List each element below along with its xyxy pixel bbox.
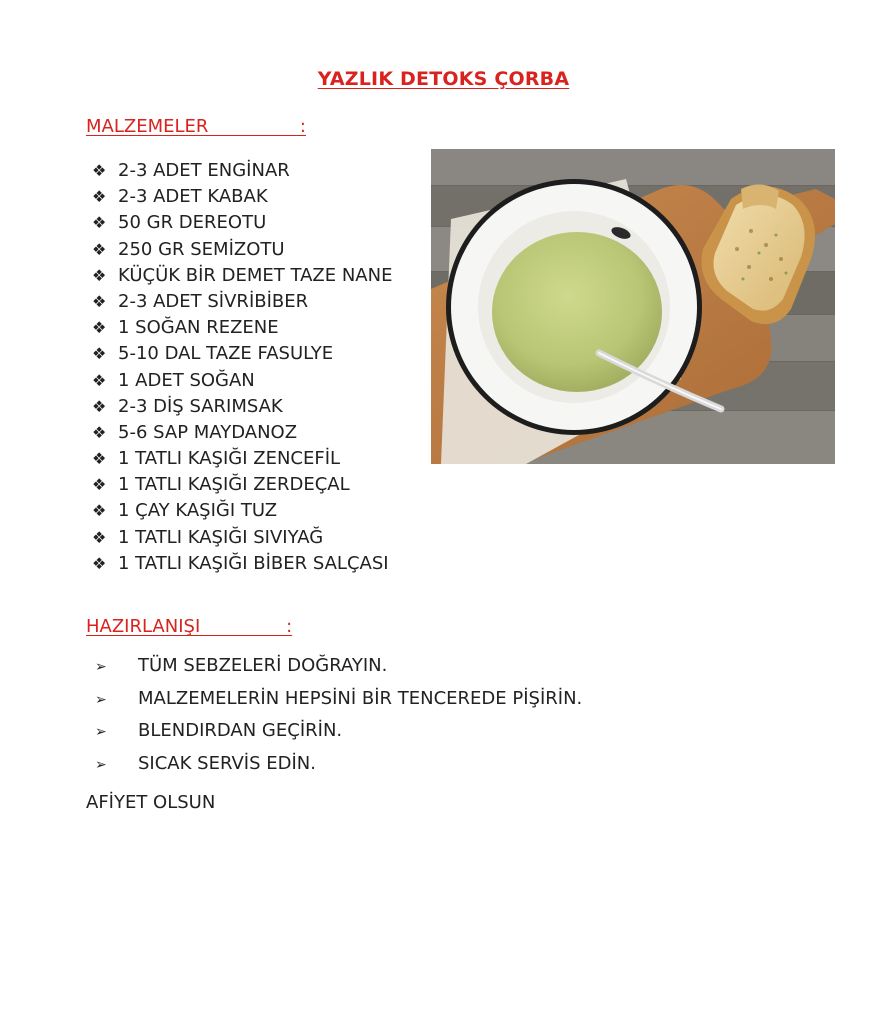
ingredient-text: 2-3 DİŞ SARIMSAK — [118, 395, 283, 417]
step-item — [95, 748, 582, 781]
diamond-bullet-icon: ❖ — [92, 291, 107, 311]
ingredient-text: 2-3 ADET SİVRİBİBER — [118, 290, 309, 312]
arrow-bullet-icon: ➢ — [95, 724, 107, 740]
diamond-bullet-icon: ❖ — [92, 239, 107, 259]
step-item — [95, 715, 582, 748]
ingredient-text: 50 GR DEREOTU — [118, 212, 267, 234]
ingredient-text: 1 TATLI KAŞIĞI ZENCEFİL — [118, 448, 341, 470]
recipe-title: YAZLIK DETOKS ÇORBA — [317, 68, 570, 90]
diamond-bullet-icon: ❖ — [92, 527, 107, 547]
ingredient-text: KÜÇÜK BİR DEMET TAZE NANE — [118, 264, 393, 286]
ingredient-text: 1 ADET SOĞAN — [118, 369, 255, 391]
diamond-bullet-icon: ❖ — [92, 370, 107, 390]
ingredient-text: 2-3 ADET KABAK — [118, 186, 268, 208]
step-text: MALZEMELERİN HEPSİNİ BİR TENCEREDE PİŞİRİN. — [138, 687, 583, 709]
diamond-bullet-icon: ❖ — [92, 265, 107, 285]
preparation-heading: HAZIRLANIŞI : — [86, 616, 293, 637]
diamond-bullet-icon: ❖ — [92, 422, 107, 442]
closing-text: AFİYET OLSUN — [86, 792, 216, 813]
ingredient-text: 1 TATLI KAŞIĞI BİBER SALÇASI — [118, 552, 389, 574]
ingredient-text: 1 SOĞAN REZENE — [118, 317, 279, 339]
diamond-bullet-icon: ❖ — [92, 318, 107, 338]
ingredient-item — [92, 184, 392, 210]
step-item — [95, 650, 582, 683]
ingredient-item — [92, 368, 392, 394]
diamond-bullet-icon: ❖ — [92, 213, 107, 233]
ingredients-list — [92, 158, 392, 577]
ingredient-item — [92, 525, 392, 551]
ingredients-heading: MALZEMELER : — [86, 116, 306, 137]
ingredient-text: 5-6 SAP MAYDANOZ — [118, 421, 298, 443]
diamond-bullet-icon: ❖ — [92, 553, 107, 573]
ingredient-item — [92, 498, 392, 524]
step-text: TÜM SEBZELERİ DOĞRAYIN. — [138, 655, 388, 676]
diamond-bullet-icon: ❖ — [92, 501, 107, 521]
diamond-bullet-icon: ❖ — [92, 161, 107, 180]
soup-bowl-with-bread-photo — [431, 149, 835, 464]
diamond-bullet-icon: ❖ — [92, 187, 107, 207]
ingredient-item — [92, 210, 392, 236]
ingredient-item — [92, 472, 392, 498]
ingredient-text: 1 TATLI KAŞIĞI SIVIYAĞ — [118, 526, 324, 548]
ingredient-text: 5-10 DAL TAZE FASULYE — [118, 343, 334, 365]
diamond-bullet-icon: ❖ — [92, 344, 107, 364]
step-text: SICAK SERVİS EDİN. — [138, 752, 316, 774]
step-text: BLENDIRDAN GEÇİRİN. — [138, 720, 343, 741]
ingredient-item — [92, 263, 392, 289]
ingredient-item — [92, 289, 392, 315]
arrow-bullet-icon: ➢ — [95, 659, 107, 675]
arrow-bullet-icon: ➢ — [95, 756, 107, 773]
ingredient-item — [92, 420, 392, 446]
step-item — [95, 683, 582, 716]
ingredient-text: 2-3 ADET ENGİNAR — [118, 160, 290, 181]
ingredient-item — [92, 237, 392, 263]
ingredient-item — [92, 394, 392, 420]
ingredient-text: 1 TATLI KAŞIĞI ZERDEÇAL — [118, 474, 350, 496]
ingredient-item — [92, 315, 392, 341]
ingredient-item — [92, 158, 392, 184]
ingredient-text: 1 ÇAY KAŞIĞI TUZ — [118, 500, 278, 522]
diamond-bullet-icon: ❖ — [92, 396, 107, 416]
ingredient-item — [92, 446, 392, 472]
ingredient-text: 250 GR SEMİZOTU — [118, 238, 285, 260]
preparation-steps — [95, 650, 582, 780]
diamond-bullet-icon: ❖ — [92, 475, 107, 495]
ingredient-item — [92, 551, 392, 577]
ingredient-item — [92, 341, 392, 367]
arrow-bullet-icon: ➢ — [95, 691, 107, 708]
diamond-bullet-icon: ❖ — [92, 449, 107, 469]
